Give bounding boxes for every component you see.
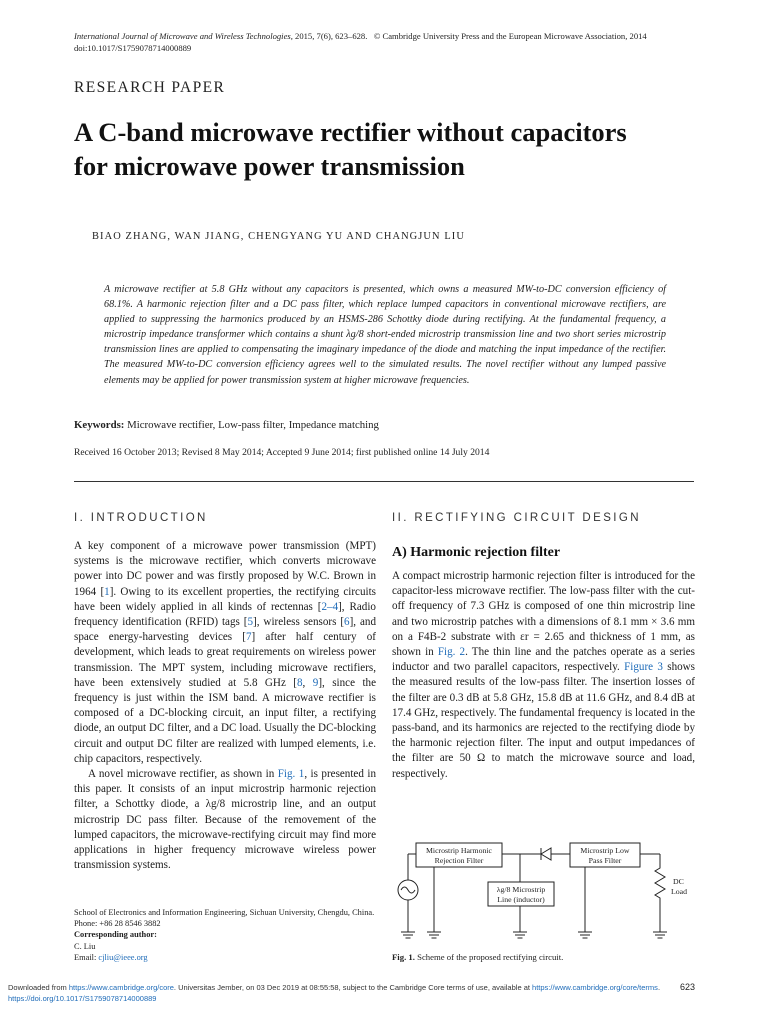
text: ], wireless sensors [ [253,616,345,629]
terms-link[interactable]: https://www.cambridge.org/core/terms [532,983,658,992]
keywords-label: Keywords: [74,419,125,431]
author-list: BIAO ZHANG, WAN JIANG, CHENGYANG YU AND CHANGJUN LIU [92,231,465,242]
load-label-2: Load [671,887,688,896]
abstract: A microwave rectifier at 5.8 GHz without any capacitors is presented, which owns a measured MW-to-DC conversion efficiency of 68.1%. A harmonic rejection filter and a DC pass filter, which replace lumped capacitors in conventional microwave rectifiers, are applied to suppressing the harmonics produced by an HSMS-286 Schottky diode during rectifying. At the fundamental frequency, a microstrip impedance transformer which contains a shunt λg/8 short-ended microstrip transmission line and two short series microstrip transmission lines are applied to compensating the imaginary impedance of the diode and matching the input impedance of the rectifier. The measured MW-to-DC conversion efficiency agrees well to the simulated results. The novel rectifier without any lumped passive elements may be applied for power transmission system at higher microwave frequencies. [104,284,666,386]
resistor-symbol [655,854,665,932]
ref-link[interactable]: 9 [312,676,319,689]
text: shows the measured results of the low-pass filter. The insertion losses of the filter are 0.3 dB at 5.8 GHz, 15.8 dB at 11.6 GHz, and 8.4 dB at 17.4 GHz, respectively. The fundamental frequency is located in the pass-band, and its harmonics are rejected to the rectifying diode by the harmonic rejection filter. The input and output impedances of the filter are 50 Ω to match the microwave source and load, respectively. [392,661,695,780]
text: A key component of a microwave power transmission (MPT) systems is the microwave rectifier, which converts microwave power into DC power and was firstly proposed by W.C. Brown in 1964 [ [74,540,376,598]
ref-link[interactable]: 2–4 [321,600,339,613]
text: A novel microwave rectifier, as shown in [88,768,278,781]
load-label-1: DC [673,877,684,886]
text: A compact microstrip harmonic rejection filter is introduced for the capacitor-less microwave rectifier. The low-pass filter with the cut-off frequency of 7.3 GHz is composed of one thin microstrip line and two microstrip patches with a dimensions of 8.1 mm × 3.6 mm on a F4B-2 substrate with εr = 2.65 and thickness of 1 mm, as shown in [392,570,695,659]
corresponding-label: Corresponding author: [74,930,157,940]
ref-link[interactable]: 1 [104,585,110,598]
text: Downloaded from [8,983,69,992]
caption-label: Fig. 1. [392,952,415,962]
journal-header [74,31,694,54]
text: ]. Owing to its excellent properties, the rectifying circuits have been widely applied in all kinds of rectennas [ [74,585,376,613]
box1-line2: Rejection Filter [434,856,484,865]
text: , [302,676,313,689]
cambridge-core-link[interactable]: https://www.cambridge.org/core [68,983,174,992]
sine-icon [401,887,415,893]
ref-link[interactable]: 5 [247,616,254,629]
doi-link[interactable]: https://doi.org/10.1017/S1759078714000889 [8,993,157,1003]
section-heading-rectifying-circuit: II. RECTIFYING CIRCUIT DESIGN [392,512,641,524]
figure-link[interactable]: Fig. 1 [277,768,305,781]
introduction-body [74,539,376,873]
box3-line2: Line (inductor) [497,895,545,904]
filter-paragraph [392,569,695,782]
figure-link[interactable]: Fig. 2 [437,646,466,659]
email-link[interactable]: cjliu@ieee.org [98,952,148,962]
keywords-text: Microwave rectifier, Low-pass filter, Impedance matching [124,419,379,431]
keywords [74,419,379,431]
box1-line1: Microstrip Harmonic [425,846,493,855]
download-footer [8,983,760,1004]
figure-link[interactable]: Figure 3 [624,661,663,674]
box2-line1: Microstrip Low [580,846,630,855]
caption-text: Scheme of the proposed rectifying circuit. [414,952,564,962]
copyright: © Cambridge University Press and the European Microwave Association, 2014 [373,31,647,41]
ref-link[interactable]: 8 [297,676,303,689]
email-label: Email: [74,952,99,962]
subsection-heading: A) Harmonic rejection filter [392,545,561,560]
doi: doi:10.1017/S1759078714000889 [74,42,192,53]
ref-link[interactable]: 7 [246,631,252,644]
text: ], and space energy-harvesting devices [ [74,616,377,644]
article-type-label: RESEARCH PAPER [74,79,226,96]
page-number: 623 [680,982,696,992]
text: . The thin line and the patches operate as a series inductor and two parallel capacitors, respectively. [392,646,695,674]
ref-link[interactable]: 6 [344,616,350,629]
affiliation-footnote [74,907,384,963]
text: ], since the frequency is just within the ISM band. A microwave rectifier is composed of a DC-blocking circuit, an input filter, a rectifying diode, an output DC filter, and a DC load. Usually the DC-blocking circuit and output DC filter are realized with lumped elements, i.e. chip capacitors, respectively. [74,676,376,765]
text: , is presented in this paper. It consists of an input microstrip harmonic rejection filter, a Schottky diode, a λg/8 microstrip line, and an output microstrip DC pass filter. Because of the removement of the lumped capacitors, the microwave-rectifying circuit may find more applications in higher frequency microwave wireless power transmission systems. [74,768,376,872]
affiliation-address: School of Electronics and Information Engineering, Sichuan University, Chengdu, China. Phone: +86 28 8546 3882 [74,908,375,929]
diode-symbol [541,848,551,860]
journal-name: International Journal of Microwave and Wireless Technologies, [74,31,293,41]
corresponding-name: C. Liu [74,941,96,951]
intro-paragraph-1 [74,539,376,767]
intro-paragraph-2 [74,767,376,873]
text: . Universitas Jember, on 03 Dec 2019 at 08:55:58, subject to the Cambridge Core terms of use, available at [173,983,533,992]
received-dates: Received 16 October 2013; Revised 8 May 2014; Accepted 9 June 2014; first published online 14 July 2014 [74,447,490,458]
text: ], Radio frequency identification (RFID) tags [ [74,600,376,629]
section-heading-introduction: I. INTRODUCTION [74,512,208,524]
citation: 2015, 7(6), 623–628. [292,31,368,41]
divider [74,481,694,482]
box2-line2: Pass Filter [588,856,622,865]
figure-caption [392,952,563,962]
paper-title: A C-band microwave rectifier without capacitors for microwave power transmission [74,117,627,181]
circuit-diagram [392,836,692,948]
text: ] after half century of development, which leads to great requirements on wireless power transmission. The MPT system, including microwave rectifiers, have been extensively studied at 5.8 GHz [ [74,631,376,689]
box3-line1: λg/8 Microstrip [496,885,546,894]
text: . [657,983,661,992]
filter-body [392,569,695,782]
